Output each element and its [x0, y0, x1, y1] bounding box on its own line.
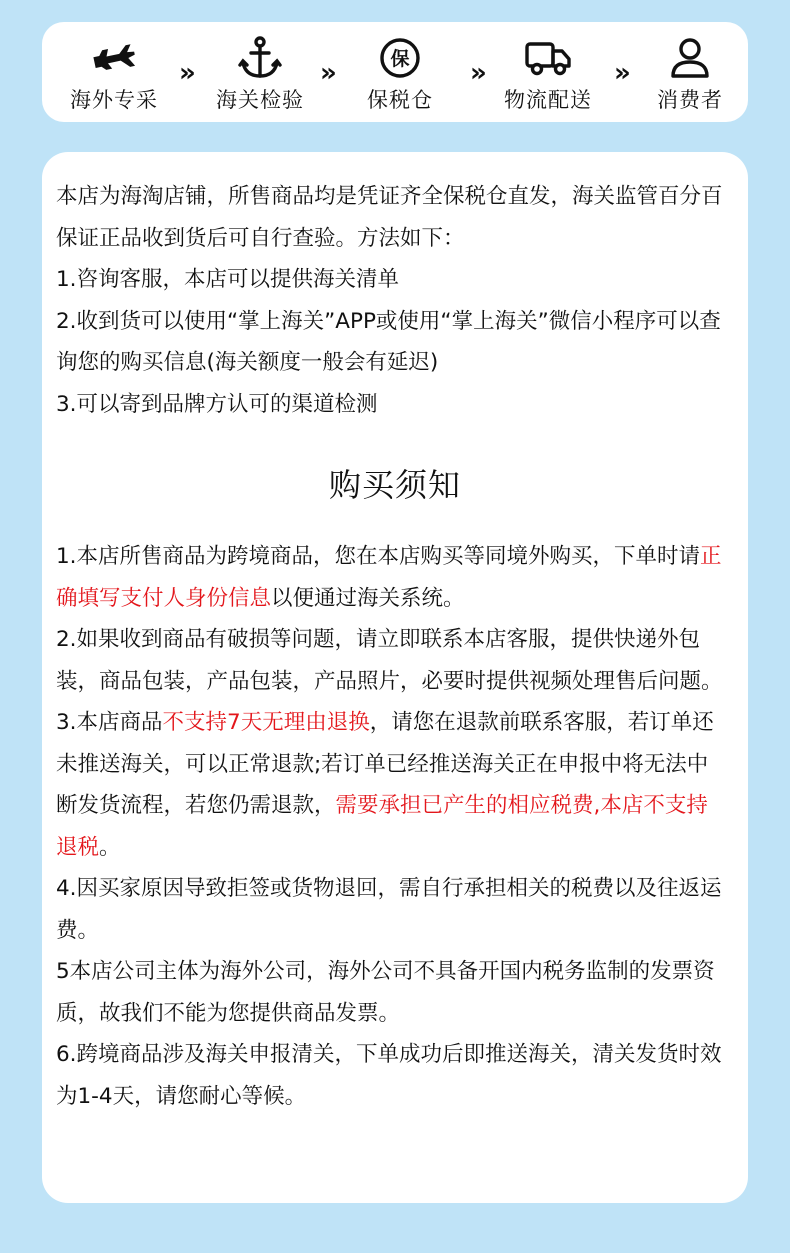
intro-section — [56, 176, 726, 425]
highlight-text: 需要承担已产生的相应税费,本店不支持退税 — [56, 793, 708, 860]
bonded-seal-icon — [376, 34, 424, 82]
step-label: 物流配送 — [504, 88, 592, 112]
chevron-double-right-icon: » — [614, 58, 631, 88]
user-icon — [666, 34, 714, 82]
anchor-icon — [236, 34, 284, 82]
chevron-double-right-icon: » — [320, 58, 337, 88]
step-overseas-purchase — [44, 22, 184, 122]
notice-item-5: 5本店公司主体为海外公司，海外公司不具备开国内税务监制的发票资质，故我们不能为您提供商品发票。 — [56, 959, 715, 1026]
step-label: 海关检验 — [216, 88, 304, 112]
intro-item: 1.咨询客服，本店可以提供海关清单 — [56, 267, 400, 292]
notice-item-1: 1.本店所售商品为跨境商品，您在本店购买等同境外购买，下单时请正确填写支付人身份信息以便通过海关系统。 — [56, 544, 722, 611]
intro-item: 3.可以寄到品牌方认可的渠道检测 — [56, 391, 378, 417]
notice-item-6: 6.跨境商品涉及海关申报清关，下单成功后即推送海关，清关发货时效为1-4天，请您耐心等候。 — [56, 1042, 722, 1109]
airplane-icon — [90, 34, 138, 82]
svg-text:保: 保 — [390, 48, 410, 70]
section-heading: 购买须知 — [328, 466, 461, 504]
chevron-double-right-icon: » — [179, 58, 196, 88]
notice-item-2: 2.如果收到商品有破损等问题，请立即联系本店客服，提供快递外包装，商品包装，产品包装，产品照片，必要时提供视频处理售后问题。 — [56, 627, 723, 694]
intro-item: 2.收到货可以使用“掌上海关”APP或使用“掌上海关”微信小程序可以查询您的购买信息(海关额度一般会有延迟) — [56, 308, 721, 375]
step-consumer — [620, 22, 760, 122]
chevron-double-right-icon: » — [470, 58, 487, 88]
notice-list — [56, 536, 726, 1117]
step-logistics — [478, 22, 618, 122]
step-label: 保税仓 — [367, 88, 433, 112]
notice-card — [42, 152, 748, 1203]
process-steps-bar — [42, 22, 748, 122]
highlight-text: 不支持7天无理由退换 — [162, 710, 370, 735]
step-bonded-warehouse — [330, 22, 470, 122]
notice-item-4: 4.因买家原因导致拒签或货物退回，需自行承担相关的税费以及往返运费。 — [56, 876, 722, 943]
notice-item-3: 3.本店商品不支持7天无理由退换，请您在退款前联系客服，若订单还未推送海关，可以正常退款;若订单已经推送海关正在申报中将无法中断发货流程，若您仍需退款，需要承担已产生的相应税费,本店不支持退税。 — [56, 710, 714, 860]
intro-text: 本店为海淘店铺，所售商品均是凭证齐全保税仓直发，海关监管百分百保证正品收到货后可自行查验。方法如下： — [56, 184, 723, 251]
step-customs-inspection — [190, 22, 330, 122]
step-label: 海外专采 — [70, 88, 158, 112]
step-label: 消费者 — [657, 88, 723, 112]
truck-icon — [524, 34, 572, 82]
highlight-text: 正确填写支付人身份信息 — [56, 544, 722, 611]
